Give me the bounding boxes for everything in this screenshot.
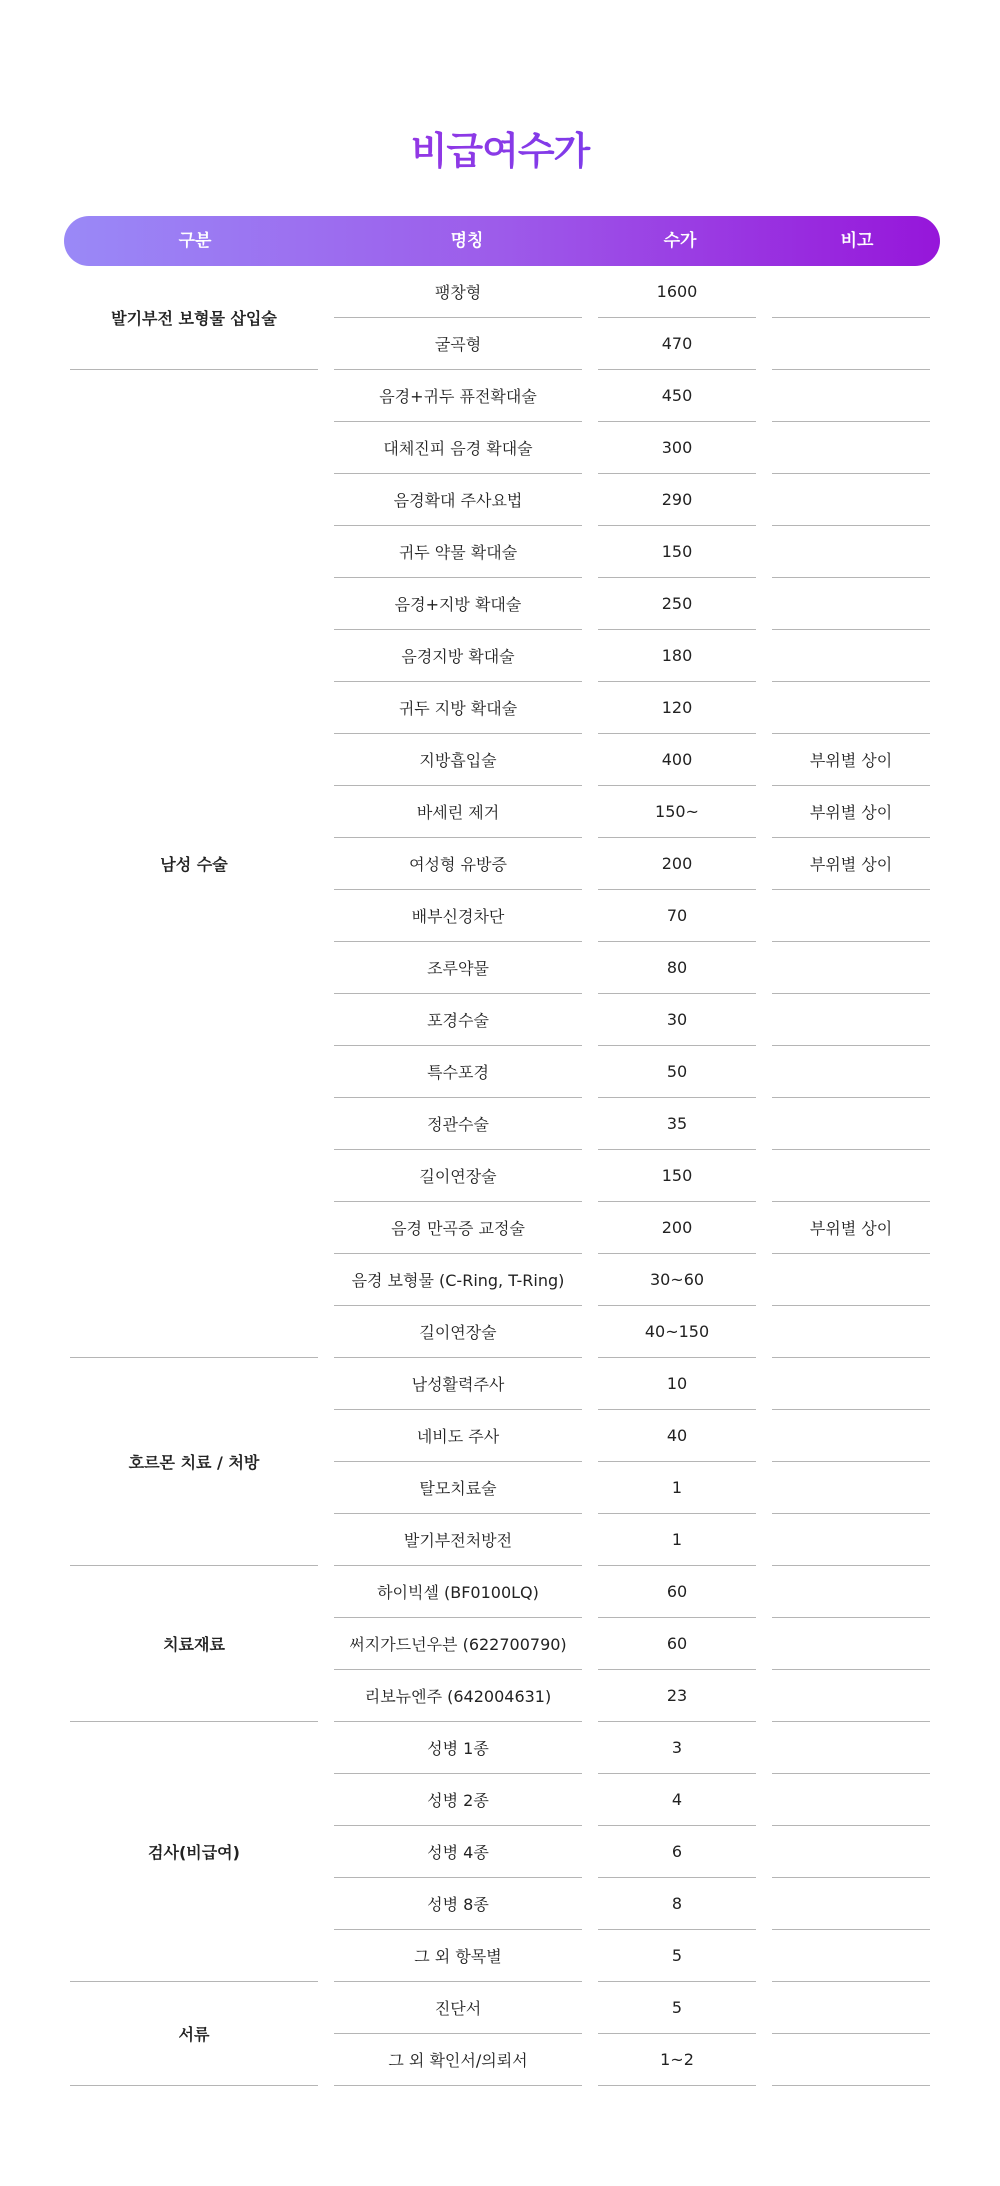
item-name: 리보뉴엔주 (642004631): [334, 1670, 582, 1722]
item-note: [772, 578, 930, 630]
item-name: 그 외 항목별: [334, 1930, 582, 1982]
item-price: 1: [598, 1514, 756, 1566]
item-note: [772, 890, 930, 942]
category-cell: 검사(비급여): [70, 1722, 318, 1982]
item-name: 네비도 주사: [334, 1410, 582, 1462]
item-name: 굴곡형: [334, 318, 582, 370]
item-price: 80: [598, 942, 756, 994]
item-price: 200: [598, 1202, 756, 1254]
item-name: 음경지방 확대술: [334, 630, 582, 682]
item-note: [772, 1826, 930, 1878]
item-price: 8: [598, 1878, 756, 1930]
category-cell: 발기부전 보형물 삽입술: [70, 266, 318, 370]
item-note: [772, 1982, 930, 2034]
category-cell: 호르몬 치료 / 처방: [70, 1358, 318, 1566]
item-name: 음경 만곡증 교정술: [334, 1202, 582, 1254]
item-note: [772, 1722, 930, 1774]
header-category: 구분: [178, 231, 212, 251]
item-name: 귀두 약물 확대술: [334, 526, 582, 578]
item-note: [772, 266, 930, 318]
item-name: 남성활력주사: [334, 1358, 582, 1410]
table-header: [64, 216, 940, 266]
category-cell: 남성 수술: [70, 370, 318, 1358]
item-note: [772, 1462, 930, 1514]
item-price: 40: [598, 1410, 756, 1462]
item-price: 150: [598, 526, 756, 578]
item-name: 성병 2종: [334, 1774, 582, 1826]
item-note: [772, 1930, 930, 1982]
item-note: 부위별 상이: [772, 1202, 930, 1254]
item-name: 바세린 제거: [334, 786, 582, 838]
item-price: 6: [598, 1826, 756, 1878]
item-note: [772, 474, 930, 526]
item-price: 1~2: [598, 2034, 756, 2086]
header-note: 비고: [840, 231, 874, 251]
item-price: 5: [598, 1982, 756, 2034]
item-name: 조루약물: [334, 942, 582, 994]
item-price: 1600: [598, 266, 756, 318]
item-name: 진단서: [334, 1982, 582, 2034]
item-name: 음경+지방 확대술: [334, 578, 582, 630]
item-price: 35: [598, 1098, 756, 1150]
item-price: 4: [598, 1774, 756, 1826]
page-title: 비급여수가: [0, 123, 1000, 179]
item-name: 음경확대 주사요법: [334, 474, 582, 526]
item-note: [772, 1098, 930, 1150]
item-note: [772, 1358, 930, 1410]
item-note: [772, 318, 930, 370]
item-name: 길이연장술: [334, 1306, 582, 1358]
item-price: 150~: [598, 786, 756, 838]
item-price: 30: [598, 994, 756, 1046]
header-price: 수가: [663, 231, 697, 251]
item-name: 배부신경차단: [334, 890, 582, 942]
item-note: [772, 1618, 930, 1670]
item-note: [772, 682, 930, 734]
item-note: [772, 1566, 930, 1618]
item-price: 200: [598, 838, 756, 890]
item-note: [772, 526, 930, 578]
item-note: [772, 1150, 930, 1202]
item-price: 40~150: [598, 1306, 756, 1358]
item-price: 30~60: [598, 1254, 756, 1306]
item-note: [772, 1774, 930, 1826]
item-name: 팽창형: [334, 266, 582, 318]
item-note: [772, 1670, 930, 1722]
item-price: 450: [598, 370, 756, 422]
item-name: 탈모치료술: [334, 1462, 582, 1514]
item-price: 250: [598, 578, 756, 630]
item-price: 23: [598, 1670, 756, 1722]
item-price: 60: [598, 1566, 756, 1618]
item-price: 1: [598, 1462, 756, 1514]
item-name: 성병 1종: [334, 1722, 582, 1774]
item-price: 60: [598, 1618, 756, 1670]
item-price: 10: [598, 1358, 756, 1410]
category-cell: 치료재료: [70, 1566, 318, 1722]
item-note: [772, 2034, 930, 2086]
item-name: 성병 8종: [334, 1878, 582, 1930]
item-name: 포경수술: [334, 994, 582, 1046]
item-name: 써지가드넌우븐 (622700790): [334, 1618, 582, 1670]
item-name: 여성형 유방증: [334, 838, 582, 890]
item-price: 180: [598, 630, 756, 682]
item-name: 정관수술: [334, 1098, 582, 1150]
item-price: 3: [598, 1722, 756, 1774]
item-price: 290: [598, 474, 756, 526]
item-price: 470: [598, 318, 756, 370]
item-name: 특수포경: [334, 1046, 582, 1098]
item-note: [772, 1878, 930, 1930]
item-note: [772, 1410, 930, 1462]
item-name: 음경 보형물 (C-Ring, T-Ring): [334, 1254, 582, 1306]
item-name: 귀두 지방 확대술: [334, 682, 582, 734]
item-name: 발기부전처방전: [334, 1514, 582, 1566]
item-price: 50: [598, 1046, 756, 1098]
item-note: 부위별 상이: [772, 786, 930, 838]
item-price: 5: [598, 1930, 756, 1982]
category-cell: 서류: [70, 1982, 318, 2086]
item-note: [772, 422, 930, 474]
item-note: [772, 1254, 930, 1306]
item-name: 지방흡입술: [334, 734, 582, 786]
item-name: 음경+귀두 퓨전확대술: [334, 370, 582, 422]
item-name: 성병 4종: [334, 1826, 582, 1878]
item-note: [772, 370, 930, 422]
item-note: [772, 994, 930, 1046]
item-price: 300: [598, 422, 756, 474]
item-name: 대체진피 음경 확대술: [334, 422, 582, 474]
item-note: 부위별 상이: [772, 838, 930, 890]
item-price: 120: [598, 682, 756, 734]
item-price: 150: [598, 1150, 756, 1202]
item-note: [772, 1306, 930, 1358]
item-note: [772, 1514, 930, 1566]
item-note: [772, 1046, 930, 1098]
item-price: 70: [598, 890, 756, 942]
header-name: 명칭: [450, 231, 484, 251]
item-note: 부위별 상이: [772, 734, 930, 786]
item-name: 길이연장술: [334, 1150, 582, 1202]
item-note: [772, 942, 930, 994]
item-name: 하이빅셀 (BF0100LQ): [334, 1566, 582, 1618]
item-name: 그 외 확인서/의뢰서: [334, 2034, 582, 2086]
item-note: [772, 630, 930, 682]
item-price: 400: [598, 734, 756, 786]
